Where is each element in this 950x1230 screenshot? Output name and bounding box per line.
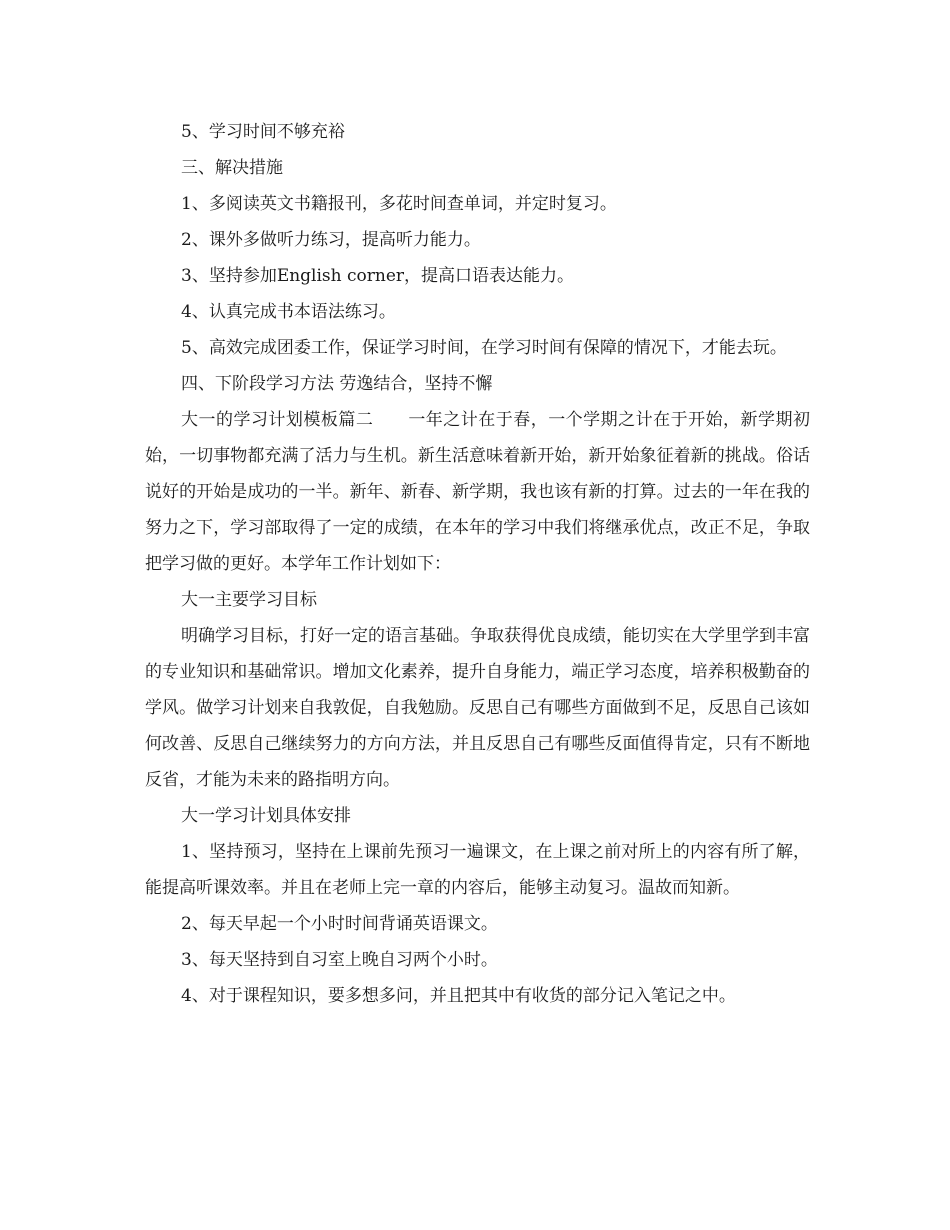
list-item-committee-work: 5、高效完成团委工作，保证学习时间，在学习时间有保障的情况下，才能去玩。 (181, 338, 787, 358)
document-body (145, 114, 810, 1014)
section-heading-arrangement: 大一学习计划具体安排 (181, 806, 351, 826)
list-item-time-insufficient: 5、学习时间不够充裕 (181, 122, 345, 142)
list-item-listening: 2、课外多做听力练习，提高听力能力。 (181, 230, 481, 250)
section-heading-goals: 大一主要学习目标 (181, 590, 317, 610)
list-item-preview: 1、坚持预习，坚持在上课前先预习一遍课文，在上课之前对所上的内容有所了解，能提高听课效率。并且在老师上完一章的内容后，能够主动复习。温故而知新。 (145, 842, 810, 898)
paragraph-goals: 明确学习目标，打好一定的语言基础。争取获得优良成绩，能切实在大学里学到丰富的专业知识和基础常识。增加文化素养，提升自身能力，端正学习态度，培养积极勤奋的学风。做学习计划来自我敦促，自我勉励。反思自己有哪些方面做到不足，反思自己该如何改善、反思自己继续努力的方向方法，并且反思自己有哪些反面值得肯定，只有不断地反省，才能为未来的路指明方向。 (145, 626, 810, 790)
list-item-reading: 1、多阅读英文书籍报刊，多花时间查单词，并定时复习。 (181, 194, 617, 214)
list-item-evening-study: 3、每天坚持到自习室上晚自习两个小时。 (181, 950, 498, 970)
paragraph-template-two: 大一的学习计划模板篇二 一年之计在于春，一个学期之计在于开始，新学期初始，一切事物都充满了活力与生机。新生活意味着新开始，新开始象征着新的挑战。俗话说好的开始是成功的一半。新年、新春、新学期，我也该有新的打算。过去的一年在我的努力之下，学习部取得了一定的成绩，在本年的学习中我们将继承优点，改正不足，争取把学习做的更好。本学年工作计划如下： (145, 410, 810, 574)
list-item-morning: 2、每天早起一个小时时间背诵英语课文。 (181, 914, 498, 934)
list-item-grammar: 4、认真完成书本语法练习。 (181, 302, 396, 322)
section-heading-next-stage: 四、下阶段学习方法 劳逸结合，坚持不懈 (181, 374, 493, 394)
list-item-english-corner: 3、坚持参加English corner，提高口语表达能力。 (181, 266, 575, 286)
list-item-notes: 4、对于课程知识，要多想多问，并且把其中有收货的部分记入笔记之中。 (181, 986, 736, 1006)
section-heading-solutions: 三、解决措施 (181, 158, 283, 178)
